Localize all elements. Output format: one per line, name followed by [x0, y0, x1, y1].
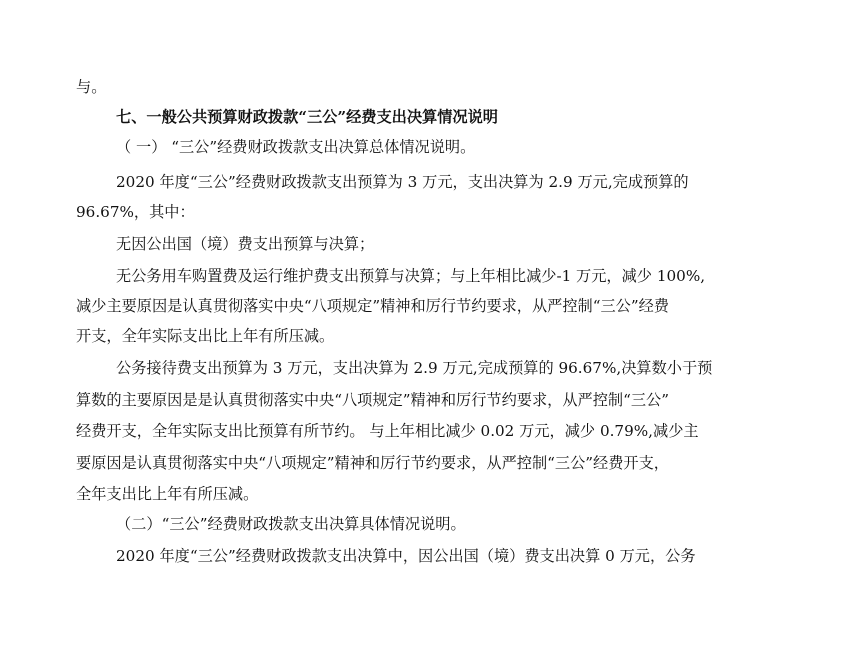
- paragraph-line: 96.67%，其中：: [76, 203, 195, 221]
- text-line-continuation: 与。: [76, 78, 107, 96]
- paragraph-line: 无公务用车购置费及运行维护费支出预算与决算；与上年相比减少-1 万元，减少 100%,: [116, 267, 706, 285]
- paragraph-line: 经费开支，全年实际支出比预算有所节约。 与上年相比减少 0.02 万元，减少 0.79%,减少主: [76, 422, 699, 440]
- subsection-heading: （二）“三公”经费财政拨款支出决算具体情况说明。: [116, 515, 466, 533]
- paragraph-line: 开支，全年实际支出比上年有所压减。: [76, 327, 335, 345]
- paragraph-line: 无因公出国（境）费支出预算与决算；: [116, 235, 375, 253]
- paragraph-line: 减少主要原因是认真贯彻落实中央“八项规定”精神和厉行节约要求，从严控制“三公”经费: [76, 297, 669, 315]
- paragraph-line: 2020 年度“三公”经费财政拨款支出决算中，因公出国（境）费支出决算 0 万元，公务: [116, 547, 696, 565]
- paragraph-line: 全年支出比上年有所压减。: [76, 485, 259, 503]
- paragraph-line: 公务接待费支出预算为 3 万元，支出决算为 2.9 万元,完成预算的 96.67%,决算数小于预: [116, 359, 713, 377]
- section-heading: 七、一般公共预算财政拨款“三公”经费支出决算情况说明: [116, 108, 498, 126]
- paragraph-line: 要原因是认真贯彻落实中央“八项规定”精神和厉行节约要求，从严控制“三公”经费开支，: [76, 454, 669, 472]
- subsection-heading: （ 一） “三公”经费财政拨款支出决算总体情况说明。: [116, 138, 476, 156]
- paragraph-line: 算数的主要原因是是认真贯彻落实中央“八项规定”精神和厉行节约要求，从严控制“三公”: [76, 391, 669, 409]
- paragraph-line: 2020 年度“三公”经费财政拨款支出预算为 3 万元，支出决算为 2.9 万元,完成预算的: [116, 173, 689, 191]
